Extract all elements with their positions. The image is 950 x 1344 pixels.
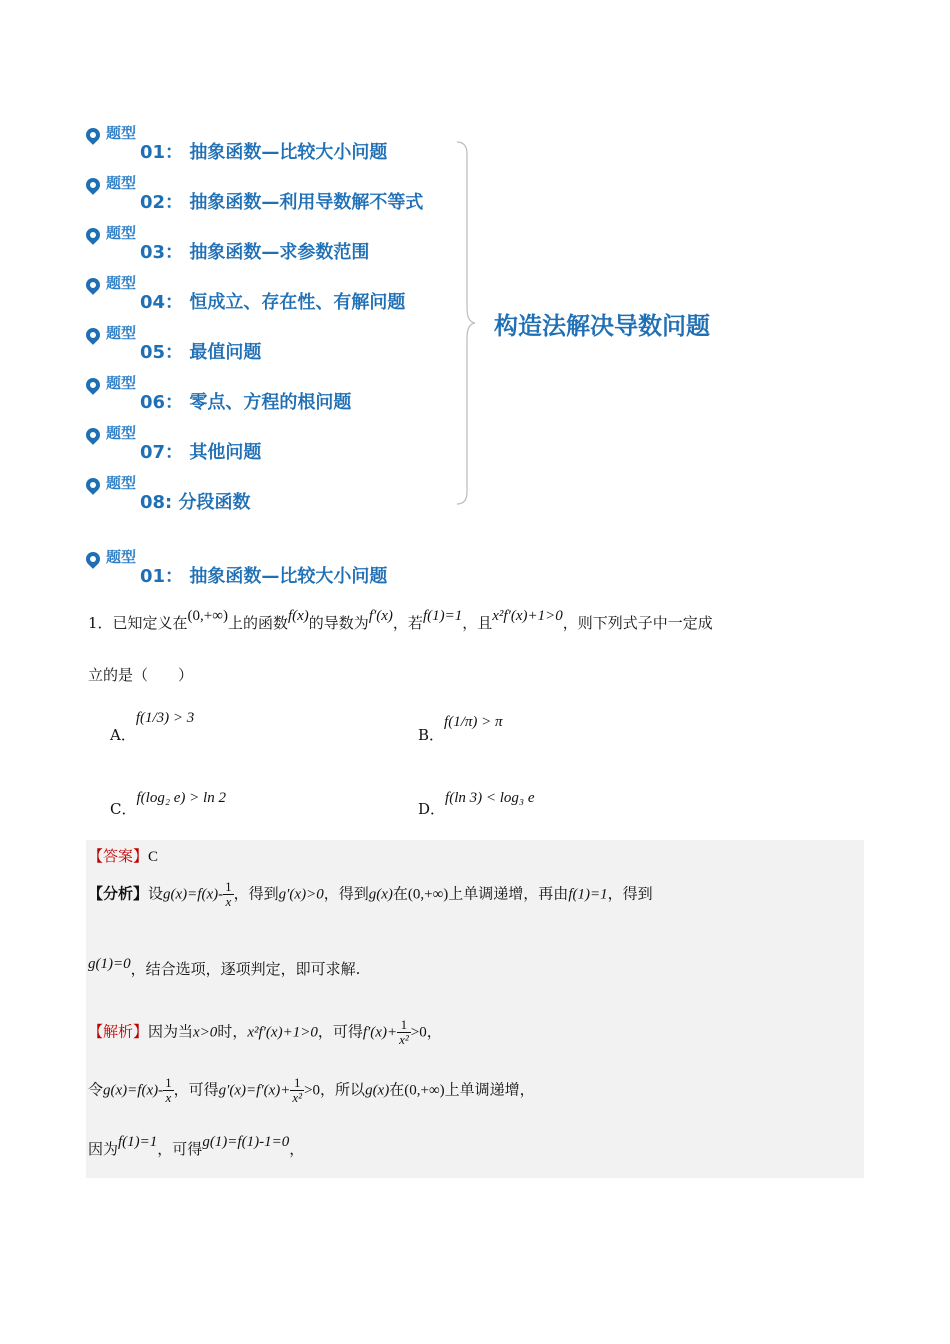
location-pin-icon: [83, 475, 103, 495]
analysis-line-2: g(1)=0，结合选项，逐项判定，即可求解.: [88, 956, 361, 978]
right-brace: [455, 140, 479, 506]
toc-item-03[interactable]: [86, 224, 486, 268]
toc-tag: 题型: [106, 474, 137, 492]
toc-tag: 题型: [106, 224, 137, 242]
question-line-2: 立的是（ ）: [88, 666, 194, 684]
section-tag: 题型: [106, 548, 137, 566]
location-pin-icon: [83, 225, 103, 245]
toc-tag: 题型: [106, 324, 137, 342]
analysis-line-1: 【分析】设g(x)=f(x)- $\frac{1}{x}$ ，得到g′(x)>0，得到g(x)在(0,+∞)上单调递增，再由f(1)=1，得到: [88, 879, 653, 909]
location-pin-icon: [83, 325, 103, 345]
toc-item-01[interactable]: [86, 124, 486, 168]
fraction-1-over-x: $\frac{1}{x}$: [165, 1075, 172, 1105]
fraction-1-over-x2: $\frac{1}{\text{x²}}$: [292, 1075, 303, 1105]
toc-title: 03： 抽象函数—求参数范围: [140, 242, 370, 263]
toc-title: 05： 最值问题: [140, 342, 262, 363]
location-pin-icon: [83, 175, 103, 195]
toc-title: 04： 恒成立、存在性、有解问题: [140, 292, 406, 313]
toc-tag: 题型: [106, 124, 137, 142]
location-pin-icon: [83, 125, 103, 145]
solution-line-2: 令g(x)=f(x)- $\frac{1}{x}$ ，可得g′(x)=f′(x)+ $\frac{1}{\text{x²}}$ >0，所以g(x)在(0,+∞)上单调递增，: [88, 1075, 535, 1105]
toc-title: 01： 抽象函数—比较大小问题: [140, 142, 388, 163]
question-line-1: 1．已知定义在(0,+∞)上的函数f(x)的导数为f′(x)，若f(1)=1，且x²f′(x)+1>0，则下列式子中一定成: [88, 608, 713, 632]
toc-item-08[interactable]: [86, 474, 486, 518]
section-title: 01： 抽象函数—比较大小问题: [140, 566, 388, 587]
fraction-1-over-x: $\frac{1}{x}$: [225, 879, 232, 909]
toc-item-05[interactable]: [86, 324, 486, 368]
location-pin-icon: [83, 549, 103, 569]
toc-title: 06： 零点、方程的根问题: [140, 392, 352, 413]
option-c[interactable]: C．f(log₂ e) > ln 2: [110, 790, 226, 818]
option-d[interactable]: D．f(ln 3) < log₃ e: [418, 790, 535, 818]
location-pin-icon: [83, 425, 103, 445]
section-header: [86, 548, 486, 592]
main-title: 构造法解决导数问题: [494, 312, 710, 340]
option-a[interactable]: A．f(1/3) > 3: [110, 710, 195, 744]
answer-line: 【答案】C: [88, 847, 159, 865]
solution-line-1: 【解析】因为当x>0时，x²f′(x)+1>0，可得f′(x)+ $\frac{1}{\text{x²}}$ >0，: [88, 1017, 442, 1047]
toc-tag: 题型: [106, 424, 137, 442]
toc-tag: 题型: [106, 374, 137, 392]
toc-item-06[interactable]: [86, 374, 486, 418]
toc-title: 02： 抽象函数—利用导数解不等式: [140, 192, 424, 213]
location-pin-icon: [83, 275, 103, 295]
toc-tag: 题型: [106, 274, 137, 292]
toc-item-04[interactable]: [86, 274, 486, 318]
fraction-1-over-x2: $\frac{1}{\text{x²}}$: [399, 1017, 409, 1047]
toc-title: 07： 其他问题: [140, 442, 262, 463]
solution-line-3: 因为f(1)=1，可得g(1)=f(1)-1=0，: [88, 1134, 305, 1158]
toc-item-02[interactable]: [86, 174, 486, 218]
toc-tag: 题型: [106, 174, 137, 192]
toc-item-07[interactable]: [86, 424, 486, 468]
toc-title: 08: 分段函数: [140, 492, 251, 513]
location-pin-icon: [83, 375, 103, 395]
option-b[interactable]: B．f(1/π) > π: [418, 714, 503, 744]
